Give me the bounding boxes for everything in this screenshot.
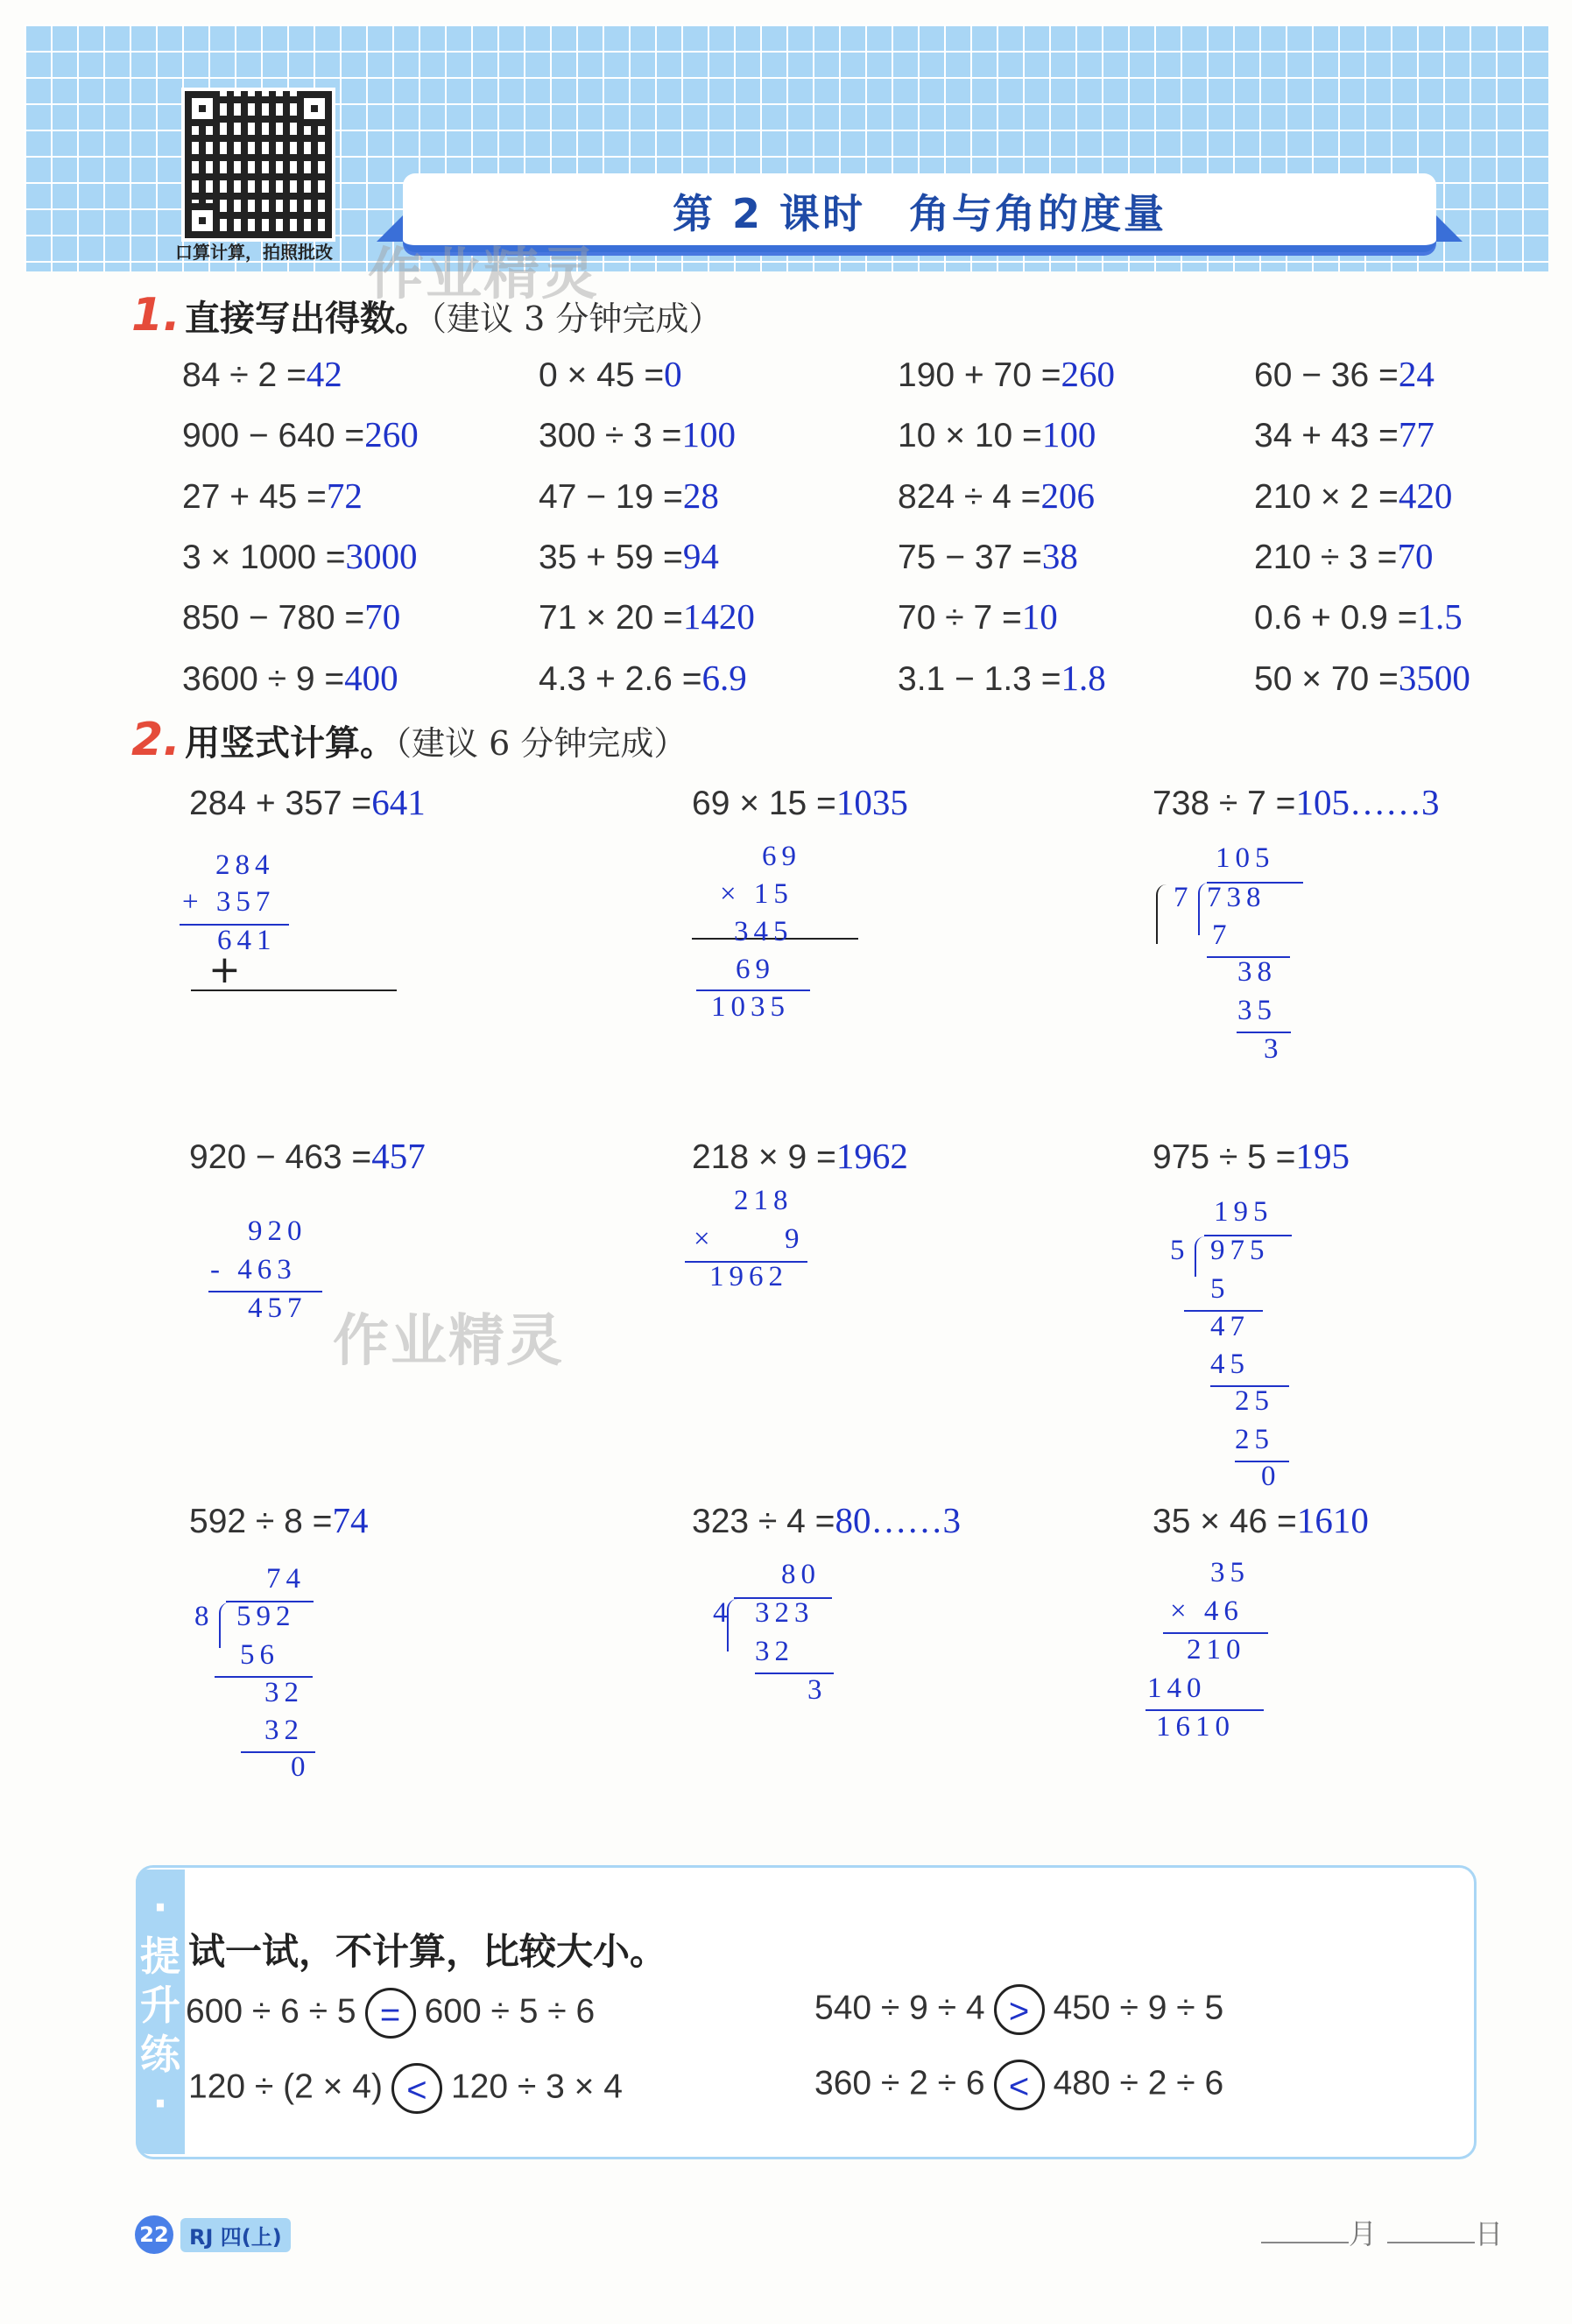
compare-sign: = (365, 1988, 416, 2039)
work-line: 8 (194, 1601, 215, 1632)
mental-math-item: 27 + 45 =72 (182, 475, 363, 516)
answer: 1962 (835, 1136, 908, 1176)
vertical-problem: 35 × 46 =1610 (1153, 1500, 1369, 1540)
grade-label: RJ 四(上) (180, 2218, 291, 2252)
work-line: × (694, 1223, 716, 1255)
mental-math-item: 0 × 45 =0 (539, 354, 682, 394)
work-line: 210 (1187, 1634, 1246, 1666)
work-line: + 357 (182, 886, 276, 918)
work-line: 69 (762, 841, 801, 872)
work-line: 25 (1235, 1385, 1274, 1417)
mental-math-item: 4.3 + 2.6 =6.9 (539, 658, 747, 698)
page-number: 22 (135, 2215, 173, 2254)
answer: 1420 (682, 596, 755, 637)
work-line: 0 (1261, 1461, 1281, 1492)
work-line: 32 (264, 1677, 304, 1708)
answer: 400 (344, 658, 398, 698)
work-line: 592 (236, 1601, 296, 1632)
work-line: 45 (1210, 1349, 1250, 1380)
section2-title: 用竖式计算。 (185, 723, 396, 764)
answer: 0 (664, 354, 682, 394)
work-line: × 46 (1170, 1595, 1244, 1627)
answer: 1.5 (1417, 596, 1463, 637)
answer: 28 (682, 475, 719, 516)
work-line: 5 (1210, 1273, 1230, 1305)
answer: 1.8 (1061, 658, 1106, 698)
vertical-problem: 920 − 463 =457 (189, 1136, 426, 1176)
watermark: 作业精灵 (368, 243, 599, 307)
answer: 420 (1398, 475, 1453, 516)
mental-math-item: 10 × 10 =100 (898, 414, 1096, 454)
lesson-topic: 角与角的度量 (909, 190, 1167, 237)
answer: 24 (1398, 354, 1435, 394)
section1-title: 直接写出得数。 (185, 299, 431, 339)
compare-sign: < (994, 2060, 1045, 2110)
answer: 100 (1041, 414, 1096, 454)
work-line: × 15 (720, 878, 793, 910)
work-line: 140 (1147, 1673, 1207, 1704)
answer: 38 (1041, 536, 1078, 576)
work-line: 7 (1212, 919, 1232, 951)
answer: 74 (332, 1500, 369, 1540)
answer: 206 (1040, 475, 1095, 516)
answer: 70 (364, 596, 401, 637)
work-line: 105 (1216, 842, 1275, 874)
answer: 1035 (835, 782, 908, 822)
answer: 77 (1398, 414, 1435, 454)
work-line: 9 (785, 1223, 805, 1255)
work-line: 32 (755, 1636, 794, 1667)
compare-item: 600 ÷ 6 ÷ 5 = 600 ÷ 5 ÷ 6 (186, 1988, 595, 2039)
answer: 1610 (1296, 1500, 1369, 1540)
mental-math-item: 60 − 36 =24 (1254, 354, 1435, 394)
answer: 80……3 (835, 1500, 961, 1540)
answer: 100 (681, 414, 736, 454)
qr-caption: 口算计算，拍照批改 (175, 242, 333, 263)
work-line: 69 (736, 954, 775, 985)
answer: 3500 (1398, 658, 1470, 698)
work-line: 457 (248, 1292, 307, 1324)
work-line: 975 (1210, 1235, 1270, 1266)
vertical-problem: 218 × 9 =1962 (692, 1136, 908, 1176)
work-line: 1035 (711, 991, 790, 1023)
work-line: 1962 (709, 1261, 788, 1292)
answer: 42 (306, 354, 342, 394)
work-line: 3 (1264, 1033, 1284, 1065)
answer: 94 (682, 536, 719, 576)
lesson-number: 第 2 课时 (672, 190, 866, 237)
compare-item: 120 ÷ (2 × 4) < 120 ÷ 3 × 4 (188, 2063, 623, 2114)
mental-math-item: 0.6 + 0.9 =1.5 (1254, 596, 1463, 637)
answer: 6.9 (701, 658, 747, 698)
mental-math-item: 824 ÷ 4 =206 (898, 475, 1095, 516)
work-line: 56 (240, 1639, 279, 1671)
work-line: 284 (215, 849, 275, 881)
answer: 260 (1061, 354, 1116, 394)
day-label: 日 (1475, 2217, 1504, 2250)
section2-number: 2. (131, 714, 180, 766)
answer: 3000 (345, 536, 418, 576)
vertical-problem: 592 ÷ 8 =74 (189, 1500, 369, 1540)
mental-math-item: 71 × 20 =1420 (539, 596, 755, 637)
answer: 72 (326, 475, 363, 516)
section2-hint: （建议 6 分钟完成） (395, 724, 687, 763)
work-line: 4 (713, 1597, 733, 1629)
extension-tab-label: ·提升练· (140, 1884, 180, 2127)
mental-math-item: 47 − 19 =28 (539, 475, 719, 516)
section1-number: 1. (131, 289, 180, 342)
compare-sign: > (994, 1984, 1045, 2035)
work-line: 0 (291, 1751, 311, 1783)
work-line: 218 (734, 1185, 793, 1216)
work-line: 345 (734, 916, 793, 947)
answer: 70 (1397, 536, 1434, 576)
work-line: 5 (1170, 1235, 1190, 1266)
compare-item: 360 ÷ 2 ÷ 6 < 480 ÷ 2 ÷ 6 (814, 2060, 1223, 2110)
answer: 195 (1295, 1136, 1350, 1176)
work-line: 35 (1237, 995, 1277, 1026)
work-line: - 463 (210, 1254, 297, 1285)
compare-sign: < (391, 2063, 442, 2114)
answer: 641 (371, 782, 426, 822)
vertical-problem: 323 ÷ 4 =80……3 (692, 1500, 961, 1540)
mental-math-item: 3 × 1000 =3000 (182, 536, 418, 576)
section1-hint: （建议 3 分钟完成） (430, 299, 723, 338)
mental-math-item: 850 − 780 =70 (182, 596, 401, 637)
work-line: 74 (266, 1563, 306, 1595)
compare-item: 540 ÷ 9 ÷ 4 > 450 ÷ 9 ÷ 5 (814, 1984, 1223, 2035)
vertical-problem: 284 + 357 =641 (189, 782, 426, 822)
mental-math-item: 210 ÷ 3 =70 (1254, 536, 1434, 576)
date-field (1261, 2212, 1503, 2252)
work-line: 7 (1174, 882, 1194, 913)
mental-math-item: 50 × 70 =3500 (1254, 658, 1470, 698)
watermark: 作业精灵 (333, 1309, 564, 1374)
extension-title: 试一试，不计算，比较大小。 (188, 1930, 667, 1973)
vertical-problem: 975 ÷ 5 =195 (1153, 1136, 1350, 1176)
scribble-mark: + (208, 947, 241, 992)
mental-math-item: 190 + 70 =260 (898, 354, 1116, 394)
answer: 457 (371, 1136, 426, 1176)
section1-heading (131, 289, 722, 342)
work-line: 38 (1237, 956, 1277, 988)
answer: 260 (364, 414, 419, 454)
work-line: 35 (1210, 1557, 1250, 1588)
mental-math-item: 3600 ÷ 9 =400 (182, 658, 398, 698)
vertical-problem: 738 ÷ 7 =105……3 (1153, 782, 1440, 822)
work-line: 80 (781, 1559, 821, 1590)
work-line: 1610 (1156, 1711, 1235, 1743)
mental-math-item: 70 ÷ 7 =10 (898, 596, 1058, 637)
work-line: 195 (1214, 1196, 1273, 1228)
answer: 10 (1021, 596, 1058, 637)
work-line: 25 (1235, 1424, 1274, 1455)
work-line: 323 (755, 1597, 814, 1629)
work-line: 32 (264, 1715, 304, 1746)
mental-math-item: 35 + 59 =94 (539, 536, 719, 576)
work-line: 641 (217, 925, 277, 956)
mental-math-item: 34 + 43 =77 (1254, 414, 1435, 454)
mental-math-item: 75 − 37 =38 (898, 536, 1078, 576)
work-line: 47 (1210, 1311, 1250, 1342)
month-label: 月 (1349, 2217, 1378, 2250)
mental-math-item: 3.1 − 1.3 =1.8 (898, 658, 1106, 698)
section2-heading (131, 714, 687, 766)
work-line: 920 (248, 1215, 307, 1247)
work-line: 738 (1207, 882, 1266, 913)
qr-code[interactable] (181, 88, 335, 242)
answer: 105……3 (1295, 782, 1440, 822)
work-line: 3 (807, 1674, 828, 1706)
mental-math-item: 210 × 2 =420 (1254, 475, 1453, 516)
mental-math-item: 900 − 640 =260 (182, 414, 419, 454)
vertical-problem: 69 × 15 =1035 (692, 782, 908, 822)
mental-math-item: 300 ÷ 3 =100 (539, 414, 736, 454)
mental-math-item: 84 ÷ 2 =42 (182, 354, 342, 394)
